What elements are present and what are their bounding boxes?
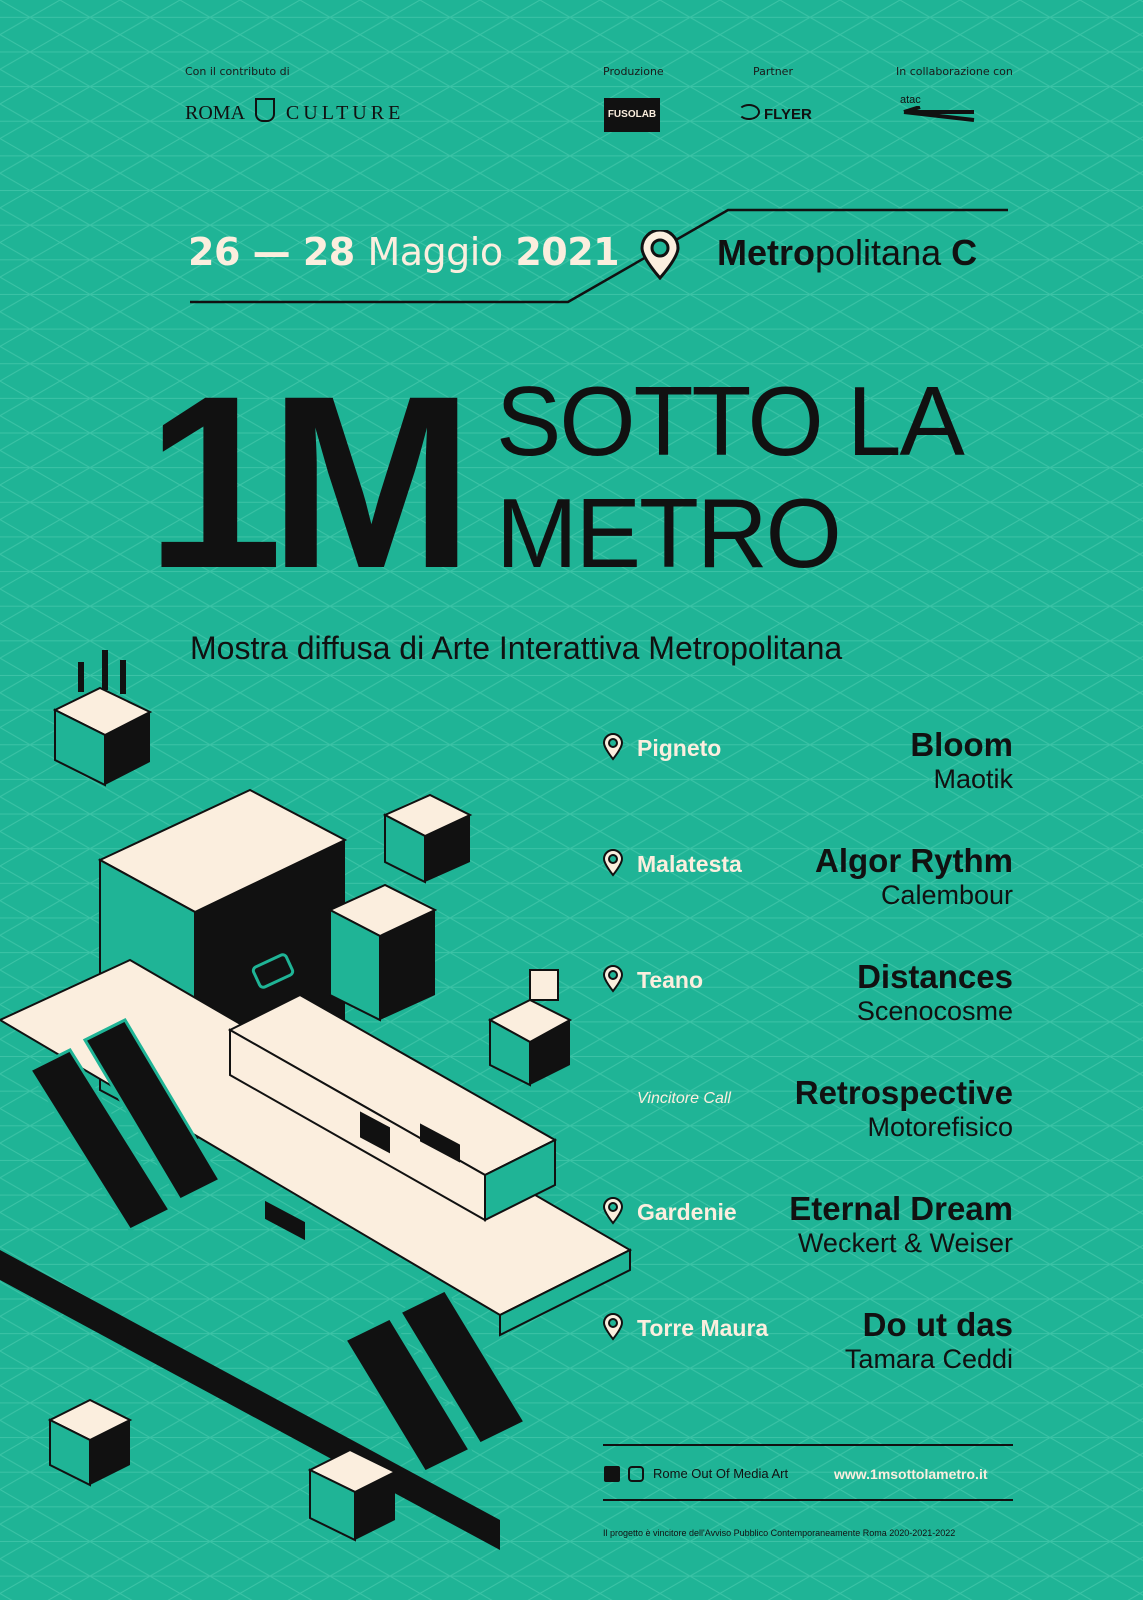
atac-logo: atac — [900, 94, 921, 106]
escalators-right — [345, 1290, 525, 1472]
program-artist: Weckert & Weiser — [797, 1228, 1013, 1258]
program-stop: Pigneto — [637, 735, 722, 761]
program-work-title: Algor Rythm — [815, 842, 1013, 879]
website-link[interactable]: www.1msottolametro.it — [834, 1466, 988, 1482]
facebook-icon[interactable] — [604, 1466, 620, 1482]
footer-note: Il progetto è vincitore dell'Avviso Pubblico Contemporaneamente Roma 2020-2021-2022 — [603, 1528, 956, 1538]
program-artist: Maotik — [933, 764, 1013, 794]
program-work-title: Retrospective — [794, 1074, 1013, 1111]
fusolab-logo: FUSOLAB — [604, 98, 660, 132]
produzione-label: Produzione — [603, 65, 664, 78]
program-stop: Malatesta — [637, 851, 742, 877]
cube-bottom-left — [50, 1400, 130, 1485]
program-artist: Scenocosme — [856, 996, 1013, 1026]
date-year: 2021 — [515, 230, 620, 274]
footer-rule-top — [603, 1444, 1013, 1446]
event-dates — [188, 230, 619, 274]
line-bold: Metro — [717, 232, 815, 273]
cube-sign — [490, 970, 570, 1085]
line-thin: politana — [815, 232, 942, 273]
title-line-1: SOTTO LA — [496, 366, 963, 476]
instagram-icon[interactable] — [628, 1466, 644, 1482]
roma-text: ROMA — [185, 102, 244, 124]
date-start: 26 — [188, 230, 240, 274]
program-artist: Tamara Ceddi — [844, 1344, 1013, 1374]
social-handle[interactable]: Rome Out Of Media Art — [653, 1466, 789, 1481]
location-pin-icon — [638, 230, 682, 280]
collaborazione-label: In collaborazione con — [896, 65, 1013, 78]
program-work-title: Do ut das — [862, 1306, 1013, 1343]
date-month: Maggio — [367, 230, 503, 274]
program-artist: Motorefisico — [867, 1112, 1013, 1142]
contributo-label: Con il contributo di — [185, 65, 290, 78]
line-letter: C — [951, 232, 978, 273]
program-stop: Teano — [637, 967, 704, 993]
cube-small-right — [385, 795, 470, 882]
program-artist: Calembour — [880, 880, 1013, 910]
title-line-2: METRO — [496, 478, 840, 588]
program-stop: Vincitore Call — [637, 1090, 731, 1107]
flyer-text: FLYER — [764, 106, 812, 123]
program-work-title: Distances — [857, 958, 1013, 995]
program-stop: Torre Maura — [637, 1315, 769, 1341]
date-end: 28 — [302, 230, 355, 274]
metro-station-illustration — [0, 650, 640, 1590]
subtitle: Mostra diffusa di Arte Interattiva Metropolitana — [190, 630, 843, 666]
cube-people-top — [55, 650, 150, 785]
program-work-title: Bloom — [910, 726, 1013, 763]
title-1m: 1M — [146, 345, 460, 620]
cube-sitting — [330, 885, 435, 1020]
partner-label: Partner — [753, 65, 793, 78]
program-work-title: Eternal Dream — [789, 1190, 1013, 1227]
metro-line-label — [717, 232, 977, 274]
footer-rule-bottom — [603, 1499, 1013, 1501]
program-stop: Gardenie — [637, 1199, 737, 1225]
date-dash: — — [252, 230, 291, 274]
culture-text: CULTURE — [285, 102, 405, 124]
